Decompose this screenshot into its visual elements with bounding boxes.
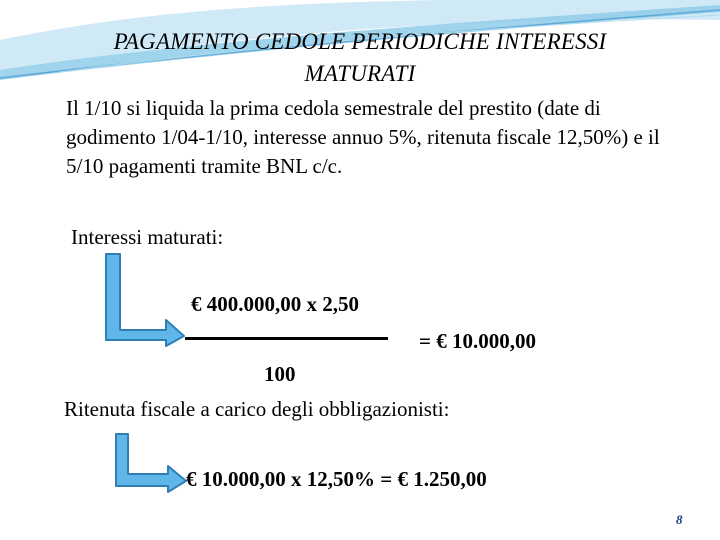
withholding-calc: € 10.000,00 x 12,50% = € 1.250,00 [186, 467, 487, 491]
interest-denominator: 100 [264, 362, 296, 386]
slide-title [0, 26, 720, 90]
l-arrow-icon [104, 252, 186, 348]
fraction-line [185, 337, 388, 340]
page-number: 8 [676, 512, 683, 527]
withholding-label: Ritenuta fiscale a carico degli obbligazionisti: [64, 397, 450, 421]
slide-title-line1: PAGAMENTO CEDOLE PERIODICHE INTERESSI [113, 29, 607, 54]
slide-title-line2: MATURATI [304, 61, 416, 86]
interest-numerator: € 400.000,00 x 2,50 [191, 292, 359, 316]
l-arrow-icon-2 [114, 432, 188, 494]
interest-label: Interessi maturati: [71, 225, 224, 249]
interest-result: = € 10.000,00 [419, 329, 536, 353]
description-paragraph: Il 1/10 si liquida la prima cedola semestrale del prestito (date di godimento 1/04-1/10, interesse annuo 5%, ritenuta fiscale 12,50%) e il 5/10 pagamenti tramite BNL c/c. [66, 96, 660, 178]
